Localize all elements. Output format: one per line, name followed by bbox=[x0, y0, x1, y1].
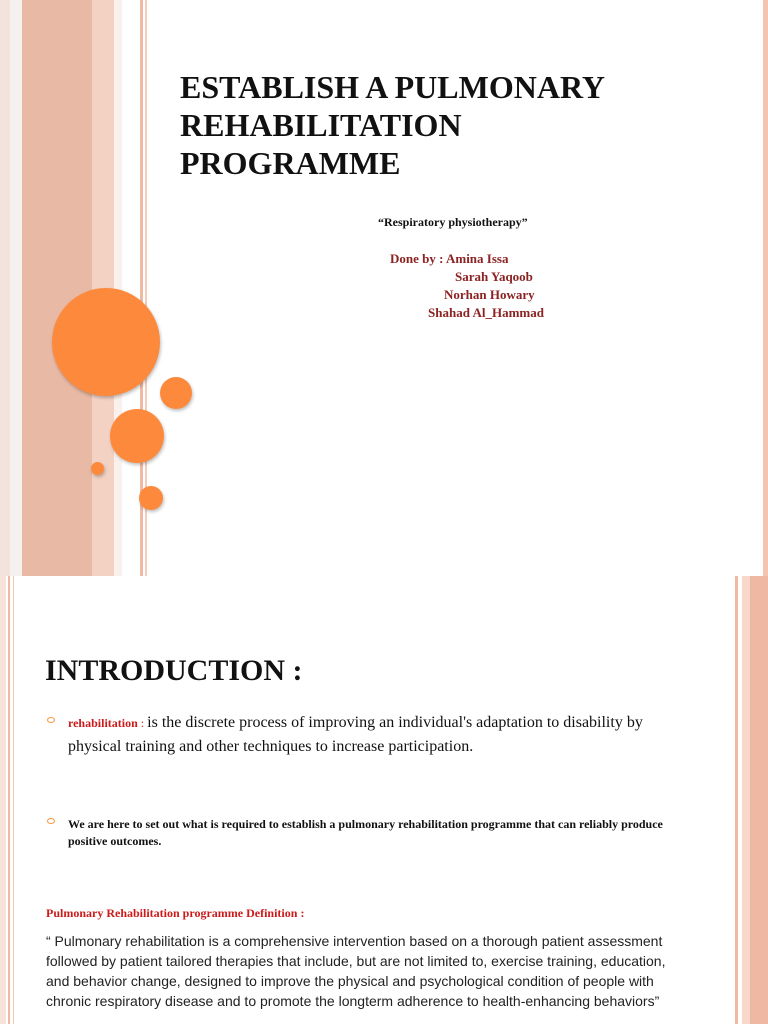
introduction-slide bbox=[0, 576, 768, 1024]
slide-title-line: PROGRAMME bbox=[180, 145, 401, 181]
slide-band-decoration bbox=[763, 0, 768, 576]
slide-band-decoration bbox=[10, 0, 22, 576]
slide-band-decoration bbox=[0, 576, 6, 1024]
slide-band-decoration bbox=[750, 576, 768, 1024]
bullet-icon bbox=[47, 818, 55, 824]
bullet-icon bbox=[47, 717, 55, 723]
term-label: rehabilitation bbox=[68, 716, 138, 730]
section-heading: INTRODUCTION : bbox=[45, 654, 303, 687]
slide-band-decoration bbox=[0, 0, 10, 576]
author-line: Norhan Howary bbox=[444, 287, 535, 302]
decorative-circle bbox=[91, 462, 104, 475]
slide-title-line: ESTABLISH A PULMONARY bbox=[180, 69, 606, 105]
term-definition: is the discrete process of improving an individual's adaptation to disability by physical training and other techniques to increase participation. bbox=[68, 714, 643, 755]
definition-text: “ Pulmonary rehabilitation is a comprehensive intervention based on a thorough patient assessment followed by patient tailored therapies that include, but are not limited to, exercise training, education, and behavior change, designed to improve the physical and psychological condition of people with chronic respiratory disease and to promote the longterm adherence to health-enhancing behaviors” bbox=[46, 933, 666, 1009]
slide-band-decoration bbox=[735, 576, 738, 1024]
bullet-purpose: We are here to set out what is required to establish a pulmonary rehabilitation programme that can reliably produce positive outcomes. bbox=[68, 817, 663, 848]
term-separator: : bbox=[137, 716, 148, 730]
slide-title-line: REHABILITATION bbox=[180, 107, 462, 143]
slide-band-decoration bbox=[742, 576, 750, 1024]
bullet-rehabilitation bbox=[68, 711, 658, 758]
decorative-circle bbox=[139, 486, 163, 510]
definition-heading: Pulmonary Rehabilitation programme Definition : bbox=[46, 906, 305, 920]
author-line: Sarah Yaqoob bbox=[455, 269, 533, 284]
decorative-circle bbox=[160, 377, 192, 409]
author-line: Done by : Amina Issa bbox=[390, 251, 509, 266]
slide-band-decoration bbox=[13, 576, 14, 1024]
slide-title bbox=[180, 68, 700, 182]
slide-band-decoration bbox=[8, 576, 10, 1024]
decorative-circle bbox=[110, 409, 164, 463]
decorative-circle-large bbox=[52, 288, 160, 396]
slide-band-decoration bbox=[22, 0, 92, 576]
slide-subtitle: “Respiratory physiotherapy” bbox=[378, 215, 528, 229]
author-line: Shahad Al_Hammad bbox=[428, 305, 544, 320]
